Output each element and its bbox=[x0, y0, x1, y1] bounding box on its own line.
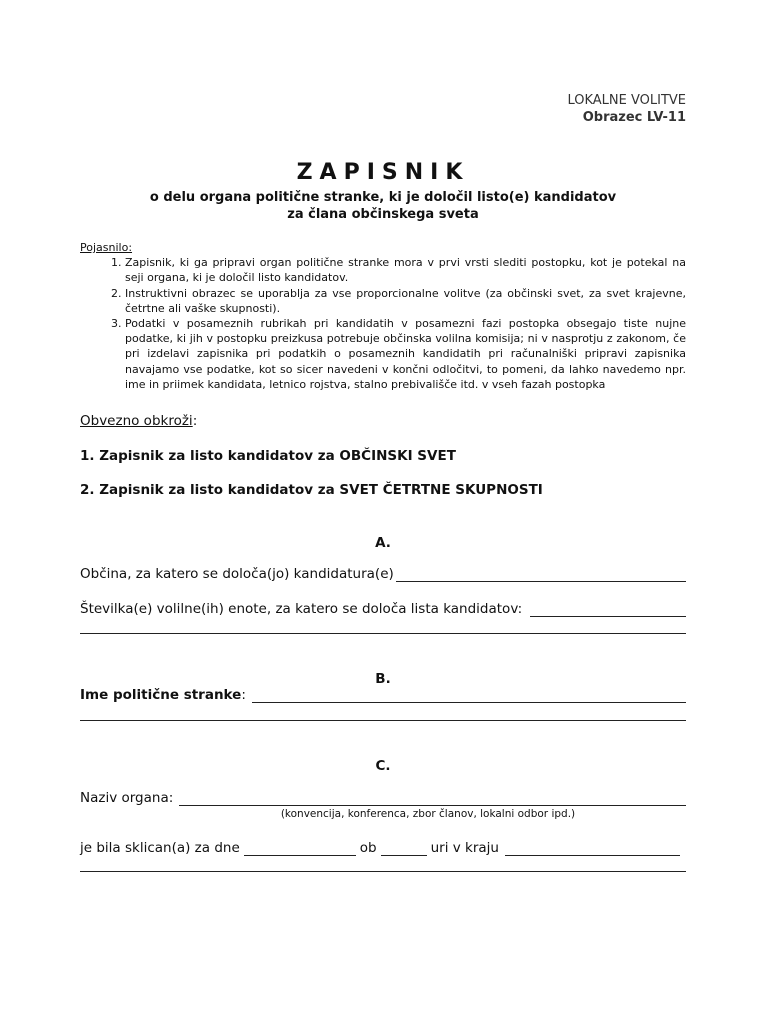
time-field[interactable] bbox=[381, 841, 427, 856]
party-label: Ime politične stranke bbox=[80, 687, 242, 703]
form-page bbox=[80, 0, 686, 1024]
explanation-item: 3. Podatki v posameznih rubrikah pri kandidatih v posamezni fazi postopka obsegajo tiste nujne podatke, ki jih v postopku preizkusa potrebuje občinska volilna komisija; ni v nasprotju z zakonom, če pri izdelavi zapisnika pri podatkih o posameznih kandidatih pri računalniški pripravi zapisnika navajamo vse podatke, kot so sicer navedeni v končni odločitvi, to pomeni, da lahko navedemo npr. ime in priimek kandidata, letnico rojstva, stalno prebivališče itd. v vseh fazah postopka bbox=[125, 316, 686, 392]
document-subtitle bbox=[80, 189, 686, 223]
explanation-item: 2. Instruktivni obrazec se uporablja za vse proporcionalne volitve (za občinski svet, za svet krajevne, četrtne ali vaške skupnosti). bbox=[125, 286, 686, 316]
place-field[interactable] bbox=[505, 841, 680, 856]
party-colon: : bbox=[241, 687, 246, 703]
at-label: ob bbox=[359, 840, 377, 856]
body-row bbox=[80, 790, 686, 806]
explanation-item: 1. Zapisnik, ki ga pripravi organ politične stranke mora v prvi vrsti slediti postopku, kot je potekal na seji organa, ki je določil listo kandidatov. bbox=[125, 255, 686, 285]
place-field-continuation[interactable] bbox=[80, 871, 686, 872]
explanation bbox=[80, 240, 686, 392]
explanation-list bbox=[80, 255, 686, 392]
section-c-heading: C. bbox=[375, 758, 391, 774]
election-type: LOKALNE VOLITVE bbox=[567, 93, 686, 108]
hours-label: uri v kraju bbox=[430, 840, 499, 856]
convened-label: je bila sklican(a) za dne bbox=[80, 840, 240, 856]
municipality-row bbox=[80, 566, 686, 582]
municipality-field[interactable] bbox=[396, 567, 686, 582]
form-id: Obrazec LV-11 bbox=[582, 110, 686, 125]
circle-instruction-colon: : bbox=[192, 413, 198, 429]
party-field-continuation[interactable] bbox=[80, 720, 686, 721]
convened-row bbox=[80, 840, 686, 856]
party-field[interactable] bbox=[252, 688, 686, 703]
document-title: ZAPISNIK bbox=[296, 160, 470, 185]
option-district-council[interactable]: 2. Zapisnik za listo kandidatov za SVET ČETRTNE SKUPNOSTI bbox=[80, 482, 543, 498]
option-municipal-council[interactable]: 1. Zapisnik za listo kandidatov za OBČINSKI SVET bbox=[80, 448, 456, 464]
body-field[interactable] bbox=[179, 791, 686, 806]
date-field[interactable] bbox=[244, 841, 356, 856]
units-row bbox=[80, 601, 686, 617]
body-label: Naziv organa: bbox=[80, 790, 174, 806]
units-field[interactable] bbox=[530, 602, 686, 617]
form-header bbox=[567, 92, 686, 126]
municipality-label: Občina, za katero se določa(jo) kandidatura(e) bbox=[80, 566, 394, 582]
subtitle-line-1: o delu organa politične stranke, ki je določil listo(e) kandidatov bbox=[149, 190, 617, 205]
explanation-heading: Pojasnilo: bbox=[80, 241, 133, 254]
section-b-heading: B. bbox=[375, 671, 391, 687]
subtitle-line-2: za člana občinskega sveta bbox=[287, 207, 479, 222]
units-label: Številka(e) volilne(ih) enote, za katero se določa lista kandidatov: bbox=[80, 601, 523, 617]
units-field-continuation[interactable] bbox=[80, 633, 686, 634]
body-note: (konvencija, konferenca, zbor članov, lokalni odbor ipd.) bbox=[280, 808, 576, 820]
section-a-heading: A. bbox=[375, 535, 391, 551]
party-row bbox=[80, 687, 686, 703]
circle-instruction-text: Obvezno obkroži bbox=[80, 413, 193, 429]
circle-instruction bbox=[80, 413, 197, 429]
